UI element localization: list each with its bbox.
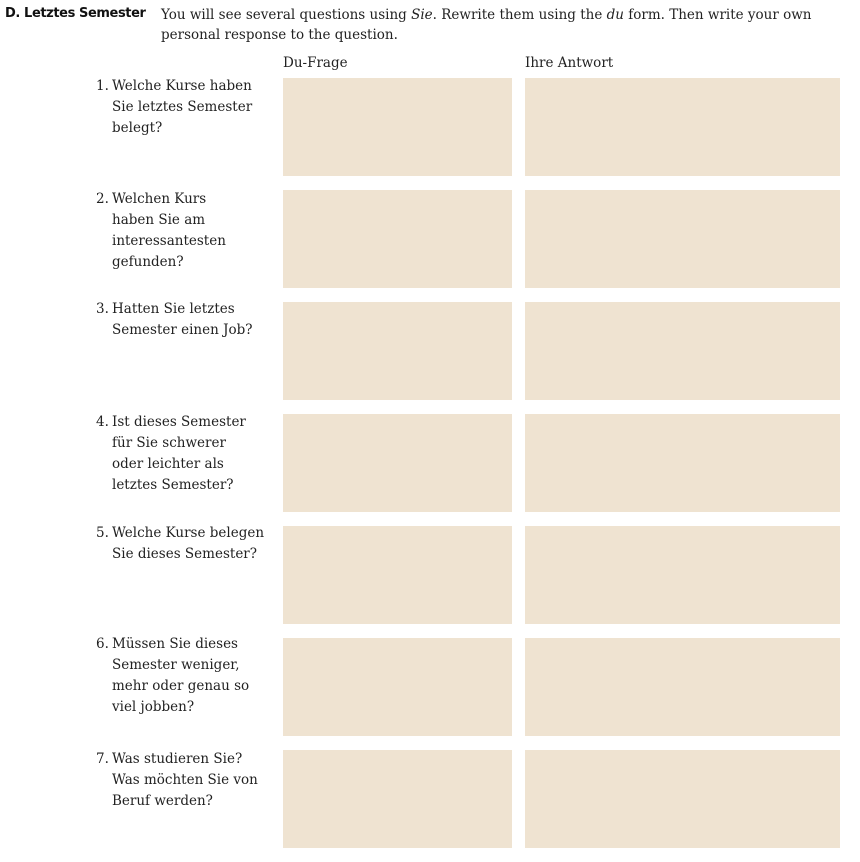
instructions-part-3: form. Then write your own personal response to the question. [161, 7, 812, 43]
question-number: 3. [96, 301, 109, 317]
question-number: 2. [96, 191, 109, 207]
antwort-box-1[interactable] [525, 78, 840, 176]
antwort-box-2[interactable] [525, 190, 840, 288]
instructions [161, 5, 856, 45]
column-header-du-frage: Du-Frage [283, 55, 348, 71]
du-frage-box-6[interactable] [283, 638, 512, 736]
du-frage-box-2[interactable] [283, 190, 512, 288]
question-7 [96, 749, 261, 812]
question-text: Hatten Sie letztes Semester einen Job? [112, 301, 253, 338]
antwort-box-7[interactable] [525, 750, 840, 848]
question-number: 1. [96, 78, 109, 94]
question-number: 6. [96, 636, 109, 652]
du-frage-box-7[interactable] [283, 750, 512, 848]
antwort-box-4[interactable] [525, 414, 840, 512]
instructions-part-2: . Rewrite them using the [432, 7, 607, 23]
question-number: 5. [96, 525, 109, 541]
question-4 [96, 412, 261, 496]
antwort-box-3[interactable] [525, 302, 840, 400]
question-text: Welche Kurse belegen Sie dieses Semester? [112, 525, 265, 562]
question-text: Welchen Kurs haben Sie am interessantesten gefunden? [112, 191, 226, 270]
instructions-sie-term: Sie [411, 7, 433, 23]
column-header-ihre-antwort: Ihre Antwort [525, 55, 614, 71]
question-3 [96, 299, 256, 341]
question-6 [96, 634, 256, 718]
question-text: Welche Kurse haben Sie letztes Semester belegt? [112, 78, 253, 136]
du-frage-box-1[interactable] [283, 78, 512, 176]
question-1 [96, 76, 254, 139]
du-frage-box-3[interactable] [283, 302, 512, 400]
question-2 [96, 189, 236, 273]
question-text: Ist dieses Semester für Sie schwerer oder leichter als letztes Semester? [112, 414, 246, 493]
question-5 [96, 523, 271, 565]
antwort-box-6[interactable] [525, 638, 840, 736]
du-frage-box-4[interactable] [283, 414, 512, 512]
du-frage-box-5[interactable] [283, 526, 512, 624]
question-number: 7. [96, 751, 109, 767]
instructions-part-1: You will see several questions using [161, 7, 412, 23]
antwort-box-5[interactable] [525, 526, 840, 624]
question-text: Was studieren Sie? Was möchten Sie von Beruf werden? [112, 751, 258, 809]
question-text: Müssen Sie dieses Semester weniger, mehr oder genau so viel jobben? [112, 636, 250, 715]
section-title: D. Letztes Semester [5, 6, 146, 21]
instructions-du-term: du [606, 7, 624, 23]
question-number: 4. [96, 414, 109, 430]
